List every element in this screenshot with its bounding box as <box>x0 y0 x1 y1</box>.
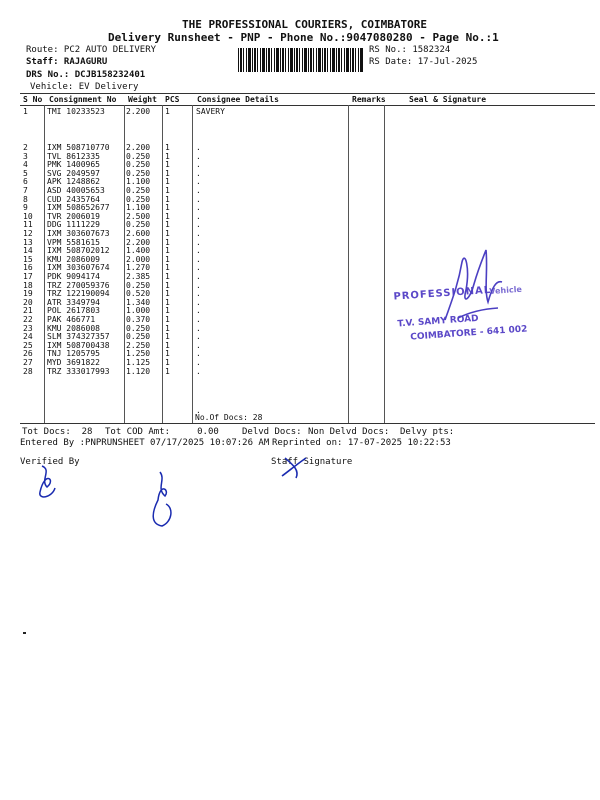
row-weight: 1.100 <box>126 203 151 213</box>
row-sno: 27 <box>23 358 33 367</box>
row-consignee: . <box>196 168 201 178</box>
vehicle-label: Vehicle: EV Delivery <box>30 82 139 92</box>
row-consignment: KMU 2086009 <box>47 254 100 264</box>
row-sno: 1 <box>23 107 28 116</box>
row-consignment: IXM 508710770 <box>47 143 110 152</box>
verified-by-label: Verified By <box>20 457 80 467</box>
row-pcs: 1 <box>165 143 170 152</box>
row-pcs: 1 <box>165 263 170 273</box>
col-weight: Weight <box>128 95 157 104</box>
row-consignment: IXM 303607673 <box>47 229 110 238</box>
row-consignment: IXM 508700438 <box>47 340 110 350</box>
row-consignee: . <box>196 349 201 359</box>
row-sno: 16 <box>23 263 33 273</box>
row-pcs: 1 <box>165 168 170 178</box>
row-sno: 22 <box>23 315 33 324</box>
col-separator <box>124 105 125 423</box>
row-pcs: 1 <box>165 332 170 342</box>
rs-date: RS Date: 17-Jul-2025 <box>369 57 478 67</box>
row-weight: 0.250 <box>126 323 151 333</box>
row-consignee: . <box>196 203 201 213</box>
row-pcs: 1 <box>165 366 170 376</box>
row-consignee: . <box>196 306 201 316</box>
row-weight: 1.400 <box>126 246 151 256</box>
no-of-docs: No.Of Docs: 28 <box>195 413 263 422</box>
col-consignee: Consignee Details <box>197 95 279 104</box>
staff-label: Staff: RAJAGURU <box>26 57 108 67</box>
row-weight: 0.250 <box>126 186 151 195</box>
row-sno: 6 <box>23 177 28 187</box>
col-pcs: PCS <box>165 95 180 104</box>
row-sno: 25 <box>23 340 33 350</box>
trailing-dot: . <box>196 406 201 415</box>
row-pcs: 1 <box>165 186 170 195</box>
row-pcs: 1 <box>165 280 170 290</box>
row-sno: 20 <box>23 297 33 307</box>
row-weight: 1.340 <box>126 297 151 307</box>
row-weight: 1.120 <box>126 366 151 376</box>
entered-by: Entered By :PNPRUNSHEET 07/17/2025 10:07:26 AM <box>20 438 270 448</box>
row-sno: 8 <box>23 194 28 204</box>
row-pcs: 1 <box>165 254 170 264</box>
row-pcs: 1 <box>165 177 170 187</box>
table-bottom-rule <box>20 423 595 424</box>
row-consignment: VPM 5581615 <box>47 237 100 247</box>
row-pcs: 1 <box>165 272 170 281</box>
col-consignment: Consignment No <box>49 95 117 104</box>
row-consignment: TRZ 270059376 <box>47 280 110 290</box>
row-consignment: IXM 508652677 <box>47 203 110 213</box>
row-consignment: TNJ 1205795 <box>47 349 100 359</box>
row-pcs: 1 <box>165 160 170 170</box>
staff-signature-label: Staff Signature <box>271 457 353 467</box>
row-weight: 2.500 <box>126 211 151 221</box>
row-sno: 15 <box>23 254 33 264</box>
row-consignment: KMU 2086008 <box>47 323 100 333</box>
row-consignee: . <box>196 272 201 281</box>
row-consignee: . <box>196 177 201 187</box>
row-consignment: PDK 9094174 <box>47 272 100 281</box>
delvy-pts: Delvy pts: <box>400 427 455 437</box>
row-pcs: 1 <box>165 211 170 221</box>
row-consignment: TVL 8612335 <box>47 151 100 161</box>
scan-mark <box>23 632 26 634</box>
row-pcs: 1 <box>165 194 170 204</box>
row-consignee: . <box>196 323 201 333</box>
row-sno: 17 <box>23 272 33 281</box>
row-consignee: . <box>196 186 201 195</box>
row-consignment: ATR 3349794 <box>47 297 100 307</box>
row-sno: 21 <box>23 306 33 316</box>
row-sno: 11 <box>23 220 33 230</box>
row-weight: 0.370 <box>126 315 151 324</box>
row-sno: 18 <box>23 280 33 290</box>
row-consignee: . <box>196 160 201 170</box>
row-weight: 0.250 <box>126 151 151 161</box>
header-bottom-rule <box>20 105 595 106</box>
row-sno: 12 <box>23 229 33 238</box>
company-title: THE PROFESSIONAL COURIERS, COIMBATORE <box>182 18 428 31</box>
row-consignee: . <box>196 332 201 342</box>
tot-docs: Tot Docs: 28 <box>22 427 93 437</box>
row-consignee: SAVERY <box>196 107 225 116</box>
row-consignment: APK 1248862 <box>47 177 100 187</box>
row-pcs: 1 <box>165 297 170 307</box>
drs-number: DRS No.: DCJB158232401 <box>26 70 146 80</box>
row-consignee: . <box>196 237 201 247</box>
row-weight: 2.250 <box>126 340 151 350</box>
row-consignee: . <box>196 263 201 273</box>
row-sno: 14 <box>23 246 33 256</box>
col-separator <box>192 105 193 423</box>
rs-number: RS No.: 1582324 <box>369 45 451 55</box>
col-remarks: Remarks <box>352 95 386 104</box>
row-sno: 4 <box>23 160 28 170</box>
row-sno: 2 <box>23 143 28 152</box>
col-seal: Seal & Signature <box>409 95 487 104</box>
row-consignee: . <box>196 289 201 299</box>
row-weight: 0.250 <box>126 332 151 342</box>
row-consignment: IXM 508702012 <box>47 246 110 256</box>
row-pcs: 1 <box>165 220 170 230</box>
row-consignee: . <box>196 297 201 307</box>
row-weight: 2.200 <box>126 143 151 152</box>
row-sno: 26 <box>23 349 33 359</box>
row-pcs: 1 <box>165 237 170 247</box>
row-consignee: . <box>196 280 201 290</box>
col-sno: S No <box>23 95 43 104</box>
row-consignee: . <box>196 254 201 264</box>
row-consignment: TVR 2006019 <box>47 211 100 221</box>
row-pcs: 1 <box>165 289 170 299</box>
row-sno: 7 <box>23 186 28 195</box>
row-pcs: 1 <box>165 203 170 213</box>
row-sno: 23 <box>23 323 33 333</box>
row-consignee: . <box>196 340 201 350</box>
row-weight: 1.250 <box>126 349 151 359</box>
row-consignment: PAK 466771 <box>47 315 96 324</box>
row-sno: 10 <box>23 211 33 221</box>
non-delvd-docs: Non Delvd Docs: <box>308 427 390 437</box>
row-consignment: SLM 374327357 <box>47 332 110 342</box>
row-weight: 0.250 <box>126 280 151 290</box>
row-pcs: 1 <box>165 107 170 116</box>
company-seal-stamp: PROFESSIONAL Vehicle T.V. SAMY ROAD COIMBATORE - 641 002 <box>393 284 528 343</box>
col-separator <box>44 105 45 423</box>
reprinted-on: Reprinted on: 17-07-2025 10:22:53 <box>272 438 451 448</box>
row-weight: 2.000 <box>126 254 151 264</box>
row-weight: 1.100 <box>126 177 151 187</box>
row-weight: 2.200 <box>126 237 151 247</box>
row-consignee: . <box>196 151 201 161</box>
table-top-rule <box>20 93 595 94</box>
row-consignee: . <box>196 194 201 204</box>
row-consignee: . <box>196 220 201 230</box>
row-consignment: MYD 3691822 <box>47 358 100 367</box>
row-consignee: . <box>196 366 201 376</box>
row-pcs: 1 <box>165 229 170 238</box>
tot-cod-amt: Tot COD Amt: 0.00 <box>105 427 219 437</box>
row-weight: 2.200 <box>126 107 151 116</box>
row-consignee: . <box>196 211 201 221</box>
row-weight: 0.250 <box>126 194 151 204</box>
col-separator <box>384 105 385 423</box>
row-weight: 2.385 <box>126 272 151 281</box>
row-consignee: . <box>196 143 201 152</box>
row-weight: 1.000 <box>126 306 151 316</box>
row-consignment: IXM 303607674 <box>47 263 110 273</box>
row-sno: 24 <box>23 332 33 342</box>
row-pcs: 1 <box>165 323 170 333</box>
row-sno: 28 <box>23 366 33 376</box>
row-consignment: CUD 2435764 <box>47 194 100 204</box>
row-sno: 5 <box>23 168 28 178</box>
col-separator <box>162 105 163 423</box>
row-consignment: TRZ 333017993 <box>47 366 110 376</box>
row-consignee: . <box>196 229 201 238</box>
row-consignment: TRZ 122190094 <box>47 289 110 299</box>
row-pcs: 1 <box>165 340 170 350</box>
row-consignment: TMI 10233523 <box>47 107 105 116</box>
row-weight: 0.250 <box>126 220 151 230</box>
row-sno: 9 <box>23 203 28 213</box>
col-separator <box>348 105 349 423</box>
row-consignment: SVG 2049597 <box>47 168 100 178</box>
row-weight: 1.270 <box>126 263 151 273</box>
row-consignee: . <box>196 246 201 256</box>
row-weight: 1.125 <box>126 358 151 367</box>
row-pcs: 1 <box>165 151 170 161</box>
delvd-docs: Delvd Docs: <box>242 427 302 437</box>
row-sno: 3 <box>23 151 28 161</box>
barcode-image <box>238 48 364 72</box>
row-pcs: 1 <box>165 349 170 359</box>
row-consignment: DDG 1111229 <box>47 220 100 230</box>
row-weight: 0.250 <box>126 160 151 170</box>
row-consignee: . <box>196 315 201 324</box>
row-consignment: POL 2617803 <box>47 306 100 316</box>
row-weight: 2.600 <box>126 229 151 238</box>
row-pcs: 1 <box>165 246 170 256</box>
row-weight: 0.520 <box>126 289 151 299</box>
runsheet-subtitle: Delivery Runsheet - PNP - Phone No.:9047080280 - Page No.:1 <box>108 31 499 44</box>
row-consignment: PMK 1400965 <box>47 160 100 170</box>
row-pcs: 1 <box>165 306 170 316</box>
row-consignee: . <box>196 358 201 367</box>
row-weight: 0.250 <box>126 168 151 178</box>
row-consignment: ASD 40005653 <box>47 186 105 195</box>
row-pcs: 1 <box>165 315 170 324</box>
row-sno: 19 <box>23 289 33 299</box>
route-label: Route: PC2 AUTO DELIVERY <box>26 45 157 55</box>
row-sno: 13 <box>23 237 33 247</box>
row-pcs: 1 <box>165 358 170 367</box>
